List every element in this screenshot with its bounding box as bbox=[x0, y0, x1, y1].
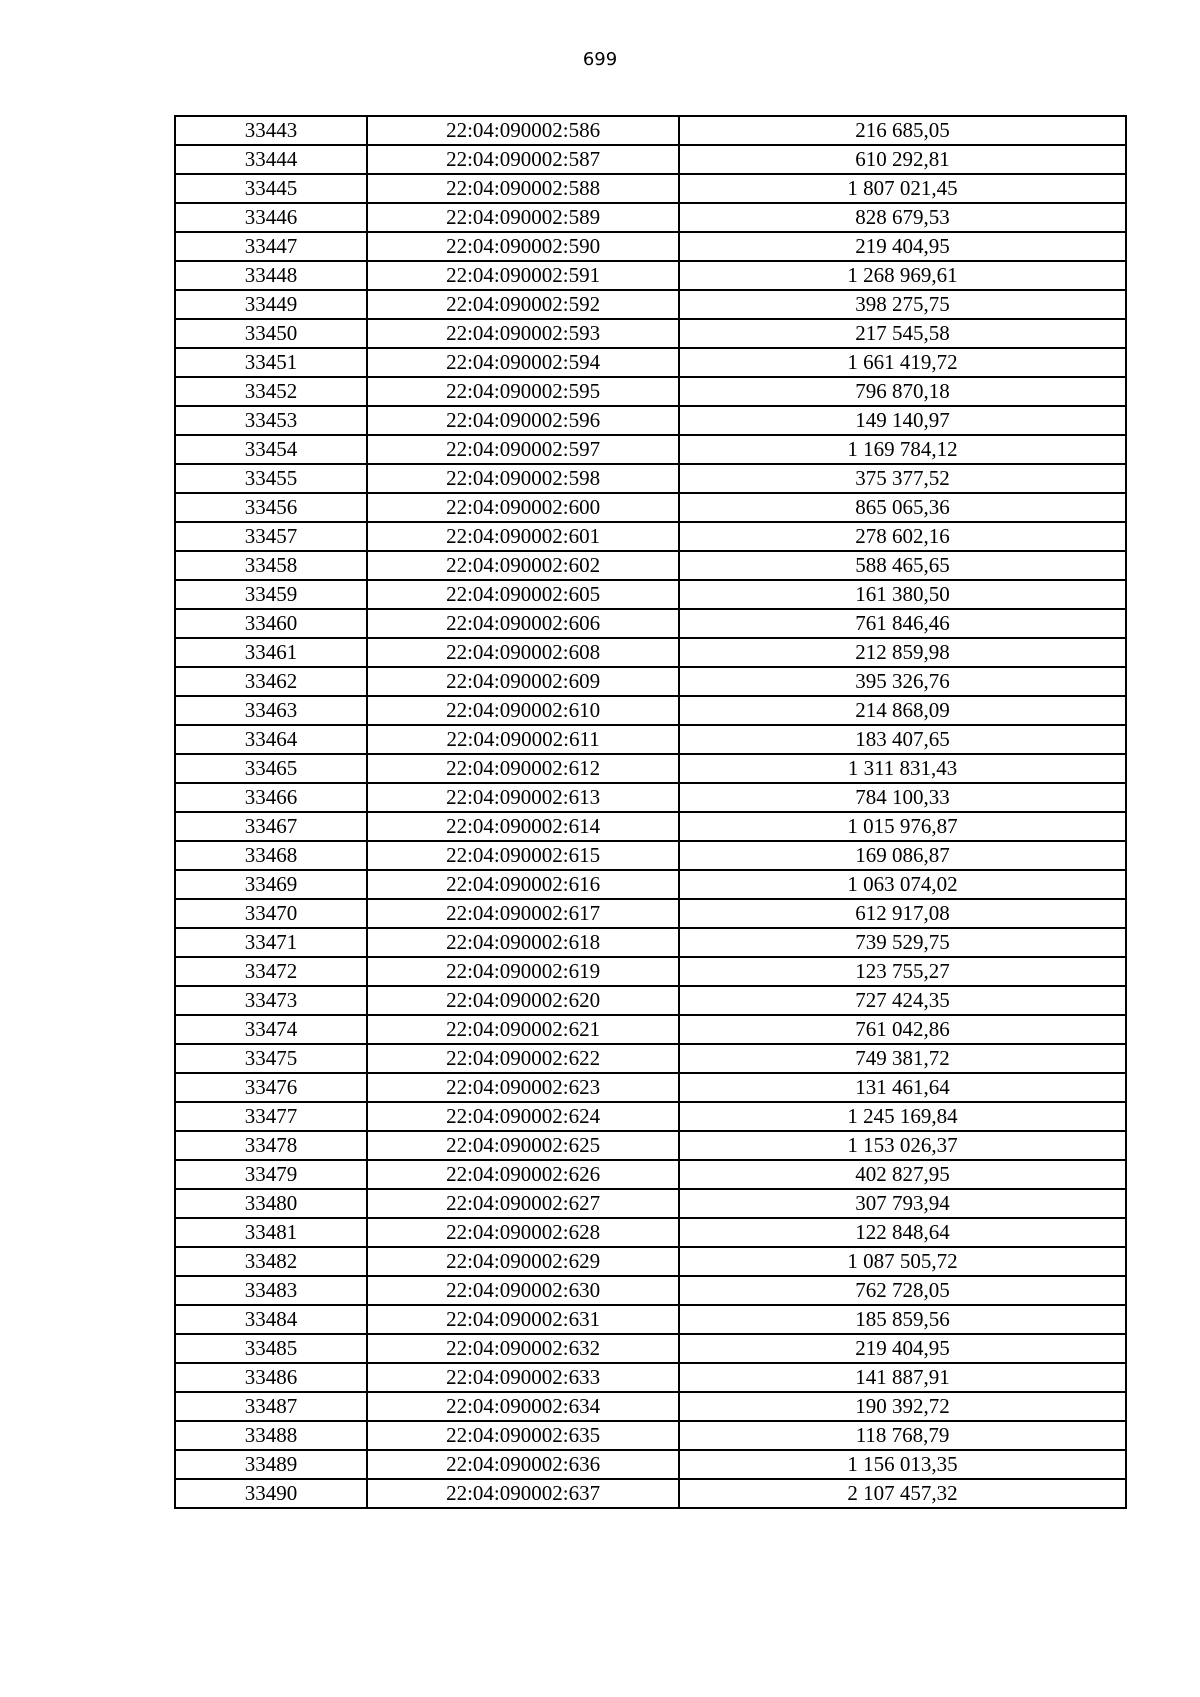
value-cell: 828 679,53 bbox=[679, 203, 1126, 232]
value-cell: 1 156 013,35 bbox=[679, 1450, 1126, 1479]
value-cell: 1 015 976,87 bbox=[679, 812, 1126, 841]
cadastral-number-cell: 22:04:090002:612 bbox=[367, 754, 679, 783]
value-cell: 219 404,95 bbox=[679, 232, 1126, 261]
table-row bbox=[175, 928, 1126, 957]
row-number-cell: 33488 bbox=[175, 1421, 367, 1450]
cadastral-number-cell: 22:04:090002:618 bbox=[367, 928, 679, 957]
row-number-cell: 33482 bbox=[175, 1247, 367, 1276]
cadastral-number-cell: 22:04:090002:594 bbox=[367, 348, 679, 377]
value-cell: 1 311 831,43 bbox=[679, 754, 1126, 783]
value-cell: 214 868,09 bbox=[679, 696, 1126, 725]
table-row bbox=[175, 493, 1126, 522]
cadastral-number-cell: 22:04:090002:606 bbox=[367, 609, 679, 638]
row-number-cell: 33484 bbox=[175, 1305, 367, 1334]
row-number-cell: 33451 bbox=[175, 348, 367, 377]
cadastral-number-cell: 22:04:090002:614 bbox=[367, 812, 679, 841]
row-number-cell: 33464 bbox=[175, 725, 367, 754]
cadastral-number-cell: 22:04:090002:621 bbox=[367, 1015, 679, 1044]
cadastral-number-cell: 22:04:090002:617 bbox=[367, 899, 679, 928]
cadastral-number-cell: 22:04:090002:587 bbox=[367, 145, 679, 174]
table-row bbox=[175, 812, 1126, 841]
row-number-cell: 33474 bbox=[175, 1015, 367, 1044]
cadastral-number-cell: 22:04:090002:608 bbox=[367, 638, 679, 667]
row-number-cell: 33466 bbox=[175, 783, 367, 812]
value-cell: 1 063 074,02 bbox=[679, 870, 1126, 899]
table-row bbox=[175, 783, 1126, 812]
table-row bbox=[175, 1334, 1126, 1363]
value-cell: 761 042,86 bbox=[679, 1015, 1126, 1044]
value-cell: 739 529,75 bbox=[679, 928, 1126, 957]
row-number-cell: 33480 bbox=[175, 1189, 367, 1218]
cadastral-number-cell: 22:04:090002:596 bbox=[367, 406, 679, 435]
row-number-cell: 33477 bbox=[175, 1102, 367, 1131]
cadastral-number-cell: 22:04:090002:623 bbox=[367, 1073, 679, 1102]
row-number-cell: 33468 bbox=[175, 841, 367, 870]
row-number-cell: 33471 bbox=[175, 928, 367, 957]
cadastral-number-cell: 22:04:090002:595 bbox=[367, 377, 679, 406]
row-number-cell: 33478 bbox=[175, 1131, 367, 1160]
row-number-cell: 33483 bbox=[175, 1276, 367, 1305]
cadastral-number-cell: 22:04:090002:605 bbox=[367, 580, 679, 609]
value-cell: 749 381,72 bbox=[679, 1044, 1126, 1073]
table-row bbox=[175, 406, 1126, 435]
cadastral-number-cell: 22:04:090002:627 bbox=[367, 1189, 679, 1218]
cadastral-number-cell: 22:04:090002:626 bbox=[367, 1160, 679, 1189]
cadastral-number-cell: 22:04:090002:635 bbox=[367, 1421, 679, 1450]
cadastral-number-cell: 22:04:090002:593 bbox=[367, 319, 679, 348]
table-row bbox=[175, 348, 1126, 377]
row-number-cell: 33481 bbox=[175, 1218, 367, 1247]
table-row bbox=[175, 464, 1126, 493]
cadastral-number-cell: 22:04:090002:636 bbox=[367, 1450, 679, 1479]
cadastral-number-cell: 22:04:090002:637 bbox=[367, 1479, 679, 1508]
cadastral-number-cell: 22:04:090002:601 bbox=[367, 522, 679, 551]
value-cell: 118 768,79 bbox=[679, 1421, 1126, 1450]
cadastral-number-cell: 22:04:090002:609 bbox=[367, 667, 679, 696]
row-number-cell: 33490 bbox=[175, 1479, 367, 1508]
page-number: 699 bbox=[582, 49, 618, 70]
table-row bbox=[175, 841, 1126, 870]
row-number-cell: 33445 bbox=[175, 174, 367, 203]
table-row bbox=[175, 870, 1126, 899]
row-number-cell: 33448 bbox=[175, 261, 367, 290]
table-row bbox=[175, 1421, 1126, 1450]
table-row bbox=[175, 232, 1126, 261]
value-cell: 216 685,05 bbox=[679, 116, 1126, 145]
cadastral-number-cell: 22:04:090002:598 bbox=[367, 464, 679, 493]
cadastral-number-cell: 22:04:090002:630 bbox=[367, 1276, 679, 1305]
value-cell: 1 169 784,12 bbox=[679, 435, 1126, 464]
row-number-cell: 33463 bbox=[175, 696, 367, 725]
cadastral-number-cell: 22:04:090002:631 bbox=[367, 1305, 679, 1334]
table-row bbox=[175, 754, 1126, 783]
row-number-cell: 33485 bbox=[175, 1334, 367, 1363]
row-number-cell: 33487 bbox=[175, 1392, 367, 1421]
data-table bbox=[174, 115, 1127, 1509]
table-row bbox=[175, 1015, 1126, 1044]
value-cell: 185 859,56 bbox=[679, 1305, 1126, 1334]
value-cell: 1 245 169,84 bbox=[679, 1102, 1126, 1131]
row-number-cell: 33470 bbox=[175, 899, 367, 928]
table-row bbox=[175, 1102, 1126, 1131]
row-number-cell: 33467 bbox=[175, 812, 367, 841]
table-row bbox=[175, 638, 1126, 667]
cadastral-number-cell: 22:04:090002:616 bbox=[367, 870, 679, 899]
value-cell: 1 807 021,45 bbox=[679, 174, 1126, 203]
row-number-cell: 33469 bbox=[175, 870, 367, 899]
row-number-cell: 33457 bbox=[175, 522, 367, 551]
value-cell: 1 661 419,72 bbox=[679, 348, 1126, 377]
table-row bbox=[175, 696, 1126, 725]
cadastral-number-cell: 22:04:090002:624 bbox=[367, 1102, 679, 1131]
row-number-cell: 33460 bbox=[175, 609, 367, 638]
table-row bbox=[175, 551, 1126, 580]
table-row bbox=[175, 116, 1126, 145]
table-row bbox=[175, 580, 1126, 609]
table-row bbox=[175, 1363, 1126, 1392]
value-cell: 307 793,94 bbox=[679, 1189, 1126, 1218]
value-cell: 588 465,65 bbox=[679, 551, 1126, 580]
row-number-cell: 33461 bbox=[175, 638, 367, 667]
table-body bbox=[175, 116, 1126, 1508]
cadastral-number-cell: 22:04:090002:588 bbox=[367, 174, 679, 203]
cadastral-number-cell: 22:04:090002:634 bbox=[367, 1392, 679, 1421]
value-cell: 183 407,65 bbox=[679, 725, 1126, 754]
table-row bbox=[175, 725, 1126, 754]
table-row bbox=[175, 522, 1126, 551]
row-number-cell: 33486 bbox=[175, 1363, 367, 1392]
table-row bbox=[175, 261, 1126, 290]
cadastral-number-cell: 22:04:090002:590 bbox=[367, 232, 679, 261]
value-cell: 2 107 457,32 bbox=[679, 1479, 1126, 1508]
table-row bbox=[175, 435, 1126, 464]
row-number-cell: 33479 bbox=[175, 1160, 367, 1189]
cadastral-number-cell: 22:04:090002:613 bbox=[367, 783, 679, 812]
cadastral-number-cell: 22:04:090002:632 bbox=[367, 1334, 679, 1363]
row-number-cell: 33473 bbox=[175, 986, 367, 1015]
table-row bbox=[175, 1305, 1126, 1334]
row-number-cell: 33452 bbox=[175, 377, 367, 406]
row-number-cell: 33458 bbox=[175, 551, 367, 580]
value-cell: 402 827,95 bbox=[679, 1160, 1126, 1189]
table-row bbox=[175, 1218, 1126, 1247]
table-row bbox=[175, 609, 1126, 638]
row-number-cell: 33476 bbox=[175, 1073, 367, 1102]
value-cell: 217 545,58 bbox=[679, 319, 1126, 348]
row-number-cell: 33454 bbox=[175, 435, 367, 464]
cadastral-number-cell: 22:04:090002:610 bbox=[367, 696, 679, 725]
table-row bbox=[175, 986, 1126, 1015]
table-row bbox=[175, 1276, 1126, 1305]
table-row bbox=[175, 1189, 1126, 1218]
value-cell: 610 292,81 bbox=[679, 145, 1126, 174]
table-row bbox=[175, 899, 1126, 928]
cadastral-number-cell: 22:04:090002:629 bbox=[367, 1247, 679, 1276]
value-cell: 612 917,08 bbox=[679, 899, 1126, 928]
cadastral-number-cell: 22:04:090002:597 bbox=[367, 435, 679, 464]
value-cell: 169 086,87 bbox=[679, 841, 1126, 870]
cadastral-number-cell: 22:04:090002:589 bbox=[367, 203, 679, 232]
row-number-cell: 33456 bbox=[175, 493, 367, 522]
table-row bbox=[175, 203, 1126, 232]
row-number-cell: 33446 bbox=[175, 203, 367, 232]
value-cell: 149 140,97 bbox=[679, 406, 1126, 435]
value-cell: 784 100,33 bbox=[679, 783, 1126, 812]
value-cell: 398 275,75 bbox=[679, 290, 1126, 319]
table-row bbox=[175, 319, 1126, 348]
cadastral-number-cell: 22:04:090002:633 bbox=[367, 1363, 679, 1392]
table-row bbox=[175, 1160, 1126, 1189]
table-row bbox=[175, 290, 1126, 319]
table-row bbox=[175, 1044, 1126, 1073]
value-cell: 1 268 969,61 bbox=[679, 261, 1126, 290]
row-number-cell: 33465 bbox=[175, 754, 367, 783]
value-cell: 219 404,95 bbox=[679, 1334, 1126, 1363]
cadastral-number-cell: 22:04:090002:602 bbox=[367, 551, 679, 580]
value-cell: 122 848,64 bbox=[679, 1218, 1126, 1247]
cadastral-number-cell: 22:04:090002:620 bbox=[367, 986, 679, 1015]
value-cell: 761 846,46 bbox=[679, 609, 1126, 638]
value-cell: 161 380,50 bbox=[679, 580, 1126, 609]
table-row bbox=[175, 1247, 1126, 1276]
table-row bbox=[175, 1450, 1126, 1479]
cadastral-number-cell: 22:04:090002:625 bbox=[367, 1131, 679, 1160]
value-cell: 190 392,72 bbox=[679, 1392, 1126, 1421]
row-number-cell: 33455 bbox=[175, 464, 367, 493]
cadastral-number-cell: 22:04:090002:592 bbox=[367, 290, 679, 319]
row-number-cell: 33489 bbox=[175, 1450, 367, 1479]
table-row bbox=[175, 1479, 1126, 1508]
row-number-cell: 33475 bbox=[175, 1044, 367, 1073]
value-cell: 278 602,16 bbox=[679, 522, 1126, 551]
value-cell: 1 087 505,72 bbox=[679, 1247, 1126, 1276]
row-number-cell: 33472 bbox=[175, 957, 367, 986]
row-number-cell: 33459 bbox=[175, 580, 367, 609]
value-cell: 865 065,36 bbox=[679, 493, 1126, 522]
value-cell: 131 461,64 bbox=[679, 1073, 1126, 1102]
cadastral-number-cell: 22:04:090002:591 bbox=[367, 261, 679, 290]
value-cell: 395 326,76 bbox=[679, 667, 1126, 696]
table-row bbox=[175, 377, 1126, 406]
value-cell: 1 153 026,37 bbox=[679, 1131, 1126, 1160]
row-number-cell: 33453 bbox=[175, 406, 367, 435]
row-number-cell: 33444 bbox=[175, 145, 367, 174]
row-number-cell: 33443 bbox=[175, 116, 367, 145]
value-cell: 762 728,05 bbox=[679, 1276, 1126, 1305]
row-number-cell: 33447 bbox=[175, 232, 367, 261]
value-cell: 123 755,27 bbox=[679, 957, 1126, 986]
cadastral-number-cell: 22:04:090002:586 bbox=[367, 116, 679, 145]
cadastral-number-cell: 22:04:090002:619 bbox=[367, 957, 679, 986]
value-cell: 375 377,52 bbox=[679, 464, 1126, 493]
table-row bbox=[175, 1392, 1126, 1421]
value-cell: 141 887,91 bbox=[679, 1363, 1126, 1392]
cadastral-number-cell: 22:04:090002:628 bbox=[367, 1218, 679, 1247]
table-row bbox=[175, 145, 1126, 174]
row-number-cell: 33450 bbox=[175, 319, 367, 348]
table-row bbox=[175, 1131, 1126, 1160]
value-cell: 796 870,18 bbox=[679, 377, 1126, 406]
cadastral-number-cell: 22:04:090002:622 bbox=[367, 1044, 679, 1073]
table-row bbox=[175, 667, 1126, 696]
cadastral-number-cell: 22:04:090002:600 bbox=[367, 493, 679, 522]
table-row bbox=[175, 957, 1126, 986]
table-row bbox=[175, 1073, 1126, 1102]
cadastral-number-cell: 22:04:090002:615 bbox=[367, 841, 679, 870]
row-number-cell: 33449 bbox=[175, 290, 367, 319]
cadastral-number-cell: 22:04:090002:611 bbox=[367, 725, 679, 754]
value-cell: 727 424,35 bbox=[679, 986, 1126, 1015]
row-number-cell: 33462 bbox=[175, 667, 367, 696]
value-cell: 212 859,98 bbox=[679, 638, 1126, 667]
table-row bbox=[175, 174, 1126, 203]
